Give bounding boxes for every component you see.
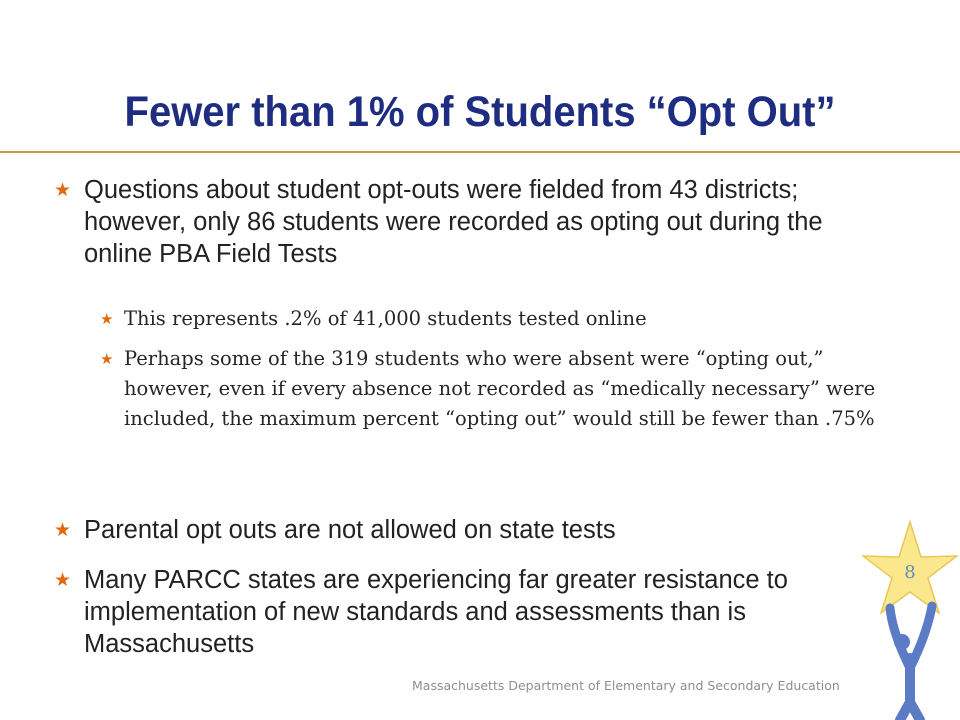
sub-bullet-item (100, 344, 900, 434)
star-bullet-icon: ★ (54, 569, 72, 591)
figure-body (900, 658, 920, 720)
sub-bullet-text: Perhaps some of the 319 students who were absent were “opting out,” however, even if every absence not recorded as “medically necessary” were included, the maximum percent “opting out” would still be fewer than .75% (124, 347, 876, 430)
page-number: 8 (904, 562, 916, 583)
star-bullet-icon: ★ (100, 350, 114, 368)
footer-text: Massachusetts Department of Elementary and Secondary Education (412, 678, 840, 693)
sub-bullet-item (100, 304, 900, 334)
star-bullet-icon: ★ (54, 519, 72, 541)
bullet-item (54, 564, 874, 660)
slide-title: Fewer than 1% of Students “Opt Out” (124, 88, 836, 136)
bullet-text: Questions about student opt-outs were fielded from 43 districts; however, only 86 students were recorded as opting out during the online PBA Field Tests (84, 176, 823, 268)
sub-bullet-text: This represents .2% of 41,000 students tested online (124, 307, 647, 330)
bullet-item (54, 514, 874, 546)
person-holding-star-icon (862, 518, 958, 720)
figure-head (894, 634, 910, 650)
bullet-item (54, 174, 874, 270)
bullet-text: Many PARCC states are experiencing far greater resistance to implementation of new standards and assessments than is Massachusetts (84, 566, 788, 658)
bullet-text: Parental opt outs are not allowed on state tests (84, 516, 616, 544)
star-bullet-icon: ★ (54, 179, 72, 201)
star-bullet-icon: ★ (100, 310, 114, 328)
